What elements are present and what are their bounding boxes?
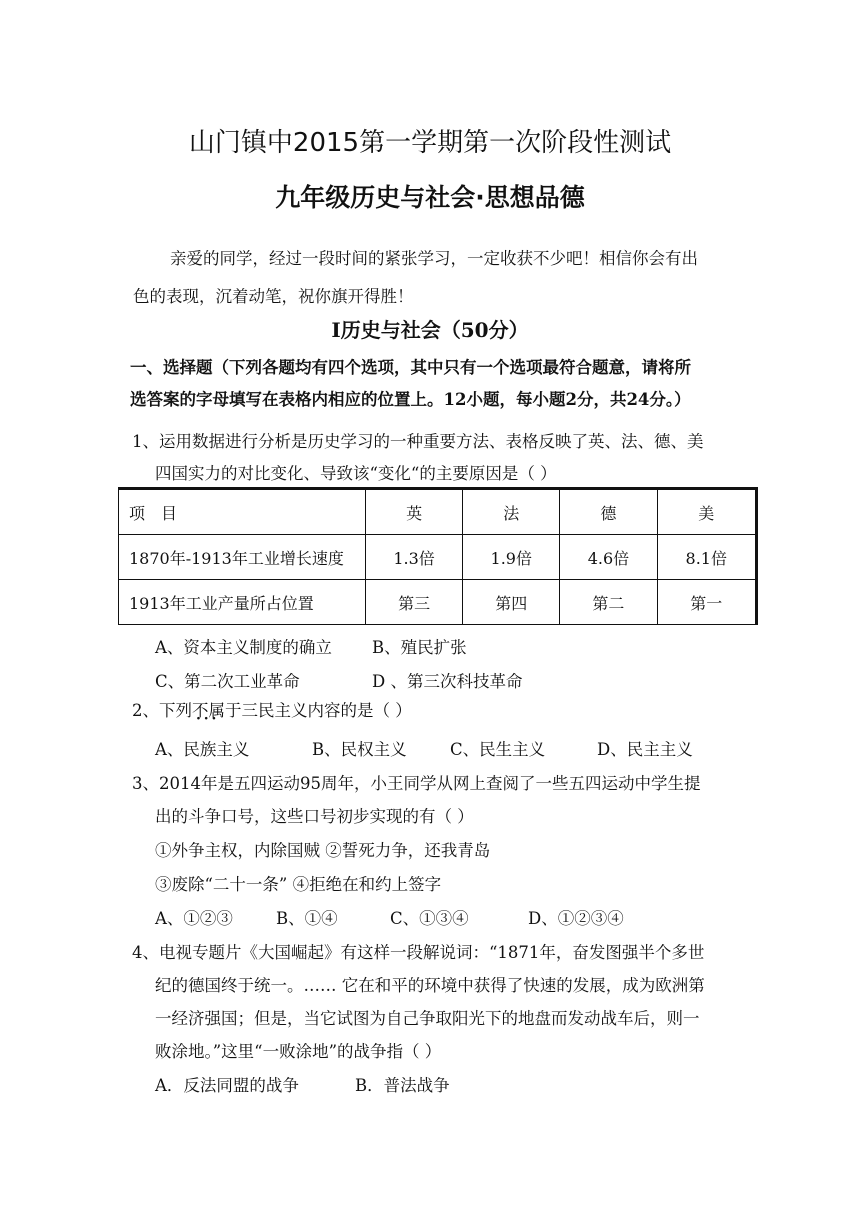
table-cell: 1.9倍 bbox=[463, 535, 560, 580]
table-cell: 英 bbox=[366, 489, 463, 535]
table-row bbox=[119, 580, 757, 625]
q3-item-2: ③废除“二十一条” ④拒绝在和约上签字 bbox=[155, 875, 442, 894]
exam-title: 山门镇中2015第一学期第一次阶段性测试 bbox=[188, 128, 672, 158]
q3-option-b: B、①④ bbox=[276, 909, 338, 928]
q2-stem-prefix: 2、下列 bbox=[132, 701, 192, 720]
q2-stem-suffix: 三民主义内容的是（ ） bbox=[241, 701, 412, 720]
q3-line-2: 出的斗争口号，这些口号初步实现的有（ ） bbox=[155, 807, 474, 826]
table-cell: 项 目 bbox=[119, 489, 366, 535]
q1-option-b: B、殖民扩张 bbox=[372, 638, 467, 657]
q1-line-1: 1、运用数据进行分析是历史学习的一种重要方法、表格反映了英、法、德、美 bbox=[132, 432, 704, 451]
q3-line-1: 3、2014年是五四运动95周年，小王同学从网上查阅了一些五四运动中学生提 bbox=[132, 774, 701, 793]
table-cell: 4.6倍 bbox=[560, 535, 657, 580]
q2-option-d: D、民主主义 bbox=[597, 740, 693, 759]
section-heading-line-1: 一、选择题（下列各题均有四个选项，其中只有一个选项最符合题意，请将所 bbox=[130, 358, 691, 377]
q4-line-1: 4、电视专题片《大国崛起》有这样一段解说词：“1871年，奋发图强半个多世 bbox=[132, 943, 705, 962]
q3-option-a: A、①②③ bbox=[155, 909, 233, 928]
q4-option-b: B．普法战争 bbox=[355, 1076, 450, 1095]
q3-option-d: D、①②③④ bbox=[528, 909, 624, 928]
q2-stem bbox=[132, 697, 412, 721]
table-cell: 第一 bbox=[657, 580, 756, 625]
q2-option-c: C、民生主义 bbox=[450, 740, 546, 759]
q2-stem-emphasis: 不属于 · · · bbox=[192, 697, 242, 721]
table-cell: 1870年-1913年工业增长速度 bbox=[119, 535, 366, 580]
table-row bbox=[119, 535, 757, 580]
q3-option-c: C、①③④ bbox=[390, 909, 469, 928]
intro-line-2: 色的表现，沉着动笔，祝你旗开得胜！ bbox=[133, 287, 414, 306]
table-cell: 法 bbox=[463, 489, 560, 535]
q3-item-1: ①外争主权，内除国贼 ②誓死力争，还我青岛 bbox=[155, 841, 491, 860]
q2-option-a: A、民族主义 bbox=[155, 740, 250, 759]
table-cell: 第二 bbox=[560, 580, 657, 625]
q1-line-2: 四国实力的对比变化、导致该“变化“的主要原因是（ ） bbox=[155, 464, 557, 483]
q1-option-c: C、第二次工业革命 bbox=[155, 672, 300, 691]
table-row bbox=[119, 489, 757, 535]
exam-subtitle: 九年级历史与社会·思想品德 bbox=[275, 183, 585, 212]
section-heading-line-2: 选答案的字母填写在表格内相应的位置上。12小题，每小题2分，共24分。） bbox=[130, 390, 691, 409]
q2-option-b: B、民权主义 bbox=[312, 740, 407, 759]
table-cell: 1.3倍 bbox=[366, 535, 463, 580]
q1-data-table bbox=[118, 487, 758, 625]
q4-line-2: 纪的德国终于统一。…… 它在和平的环境中获得了快速的发展，成为欧洲第 bbox=[155, 976, 705, 995]
q4-line-3: 一经济强国；但是，当它试图为自己争取阳光下的地盘而发动战车后，则一 bbox=[155, 1009, 700, 1028]
intro-line-1: 亲爱的同学，经过一段时间的紧张学习，一定收获不少吧！相信你会有出 bbox=[170, 249, 698, 268]
table-cell: 1913年工业产量所占位置 bbox=[119, 580, 366, 625]
q1-option-a: A、资本主义制度的确立 bbox=[155, 638, 332, 657]
q1-option-d: D 、第三次科技革命 bbox=[372, 672, 523, 691]
q4-line-4: 败涂地。”这里“一败涂地”的战争指（ ） bbox=[155, 1042, 442, 1061]
q4-option-a: A．反法同盟的战争 bbox=[155, 1076, 299, 1095]
table-cell: 8.1倍 bbox=[657, 535, 756, 580]
table-cell: 美 bbox=[657, 489, 756, 535]
table-cell: 德 bbox=[560, 489, 657, 535]
section-title: Ⅰ历史与社会（50分） bbox=[331, 318, 529, 342]
table-cell: 第四 bbox=[463, 580, 560, 625]
table-cell: 第三 bbox=[366, 580, 463, 625]
